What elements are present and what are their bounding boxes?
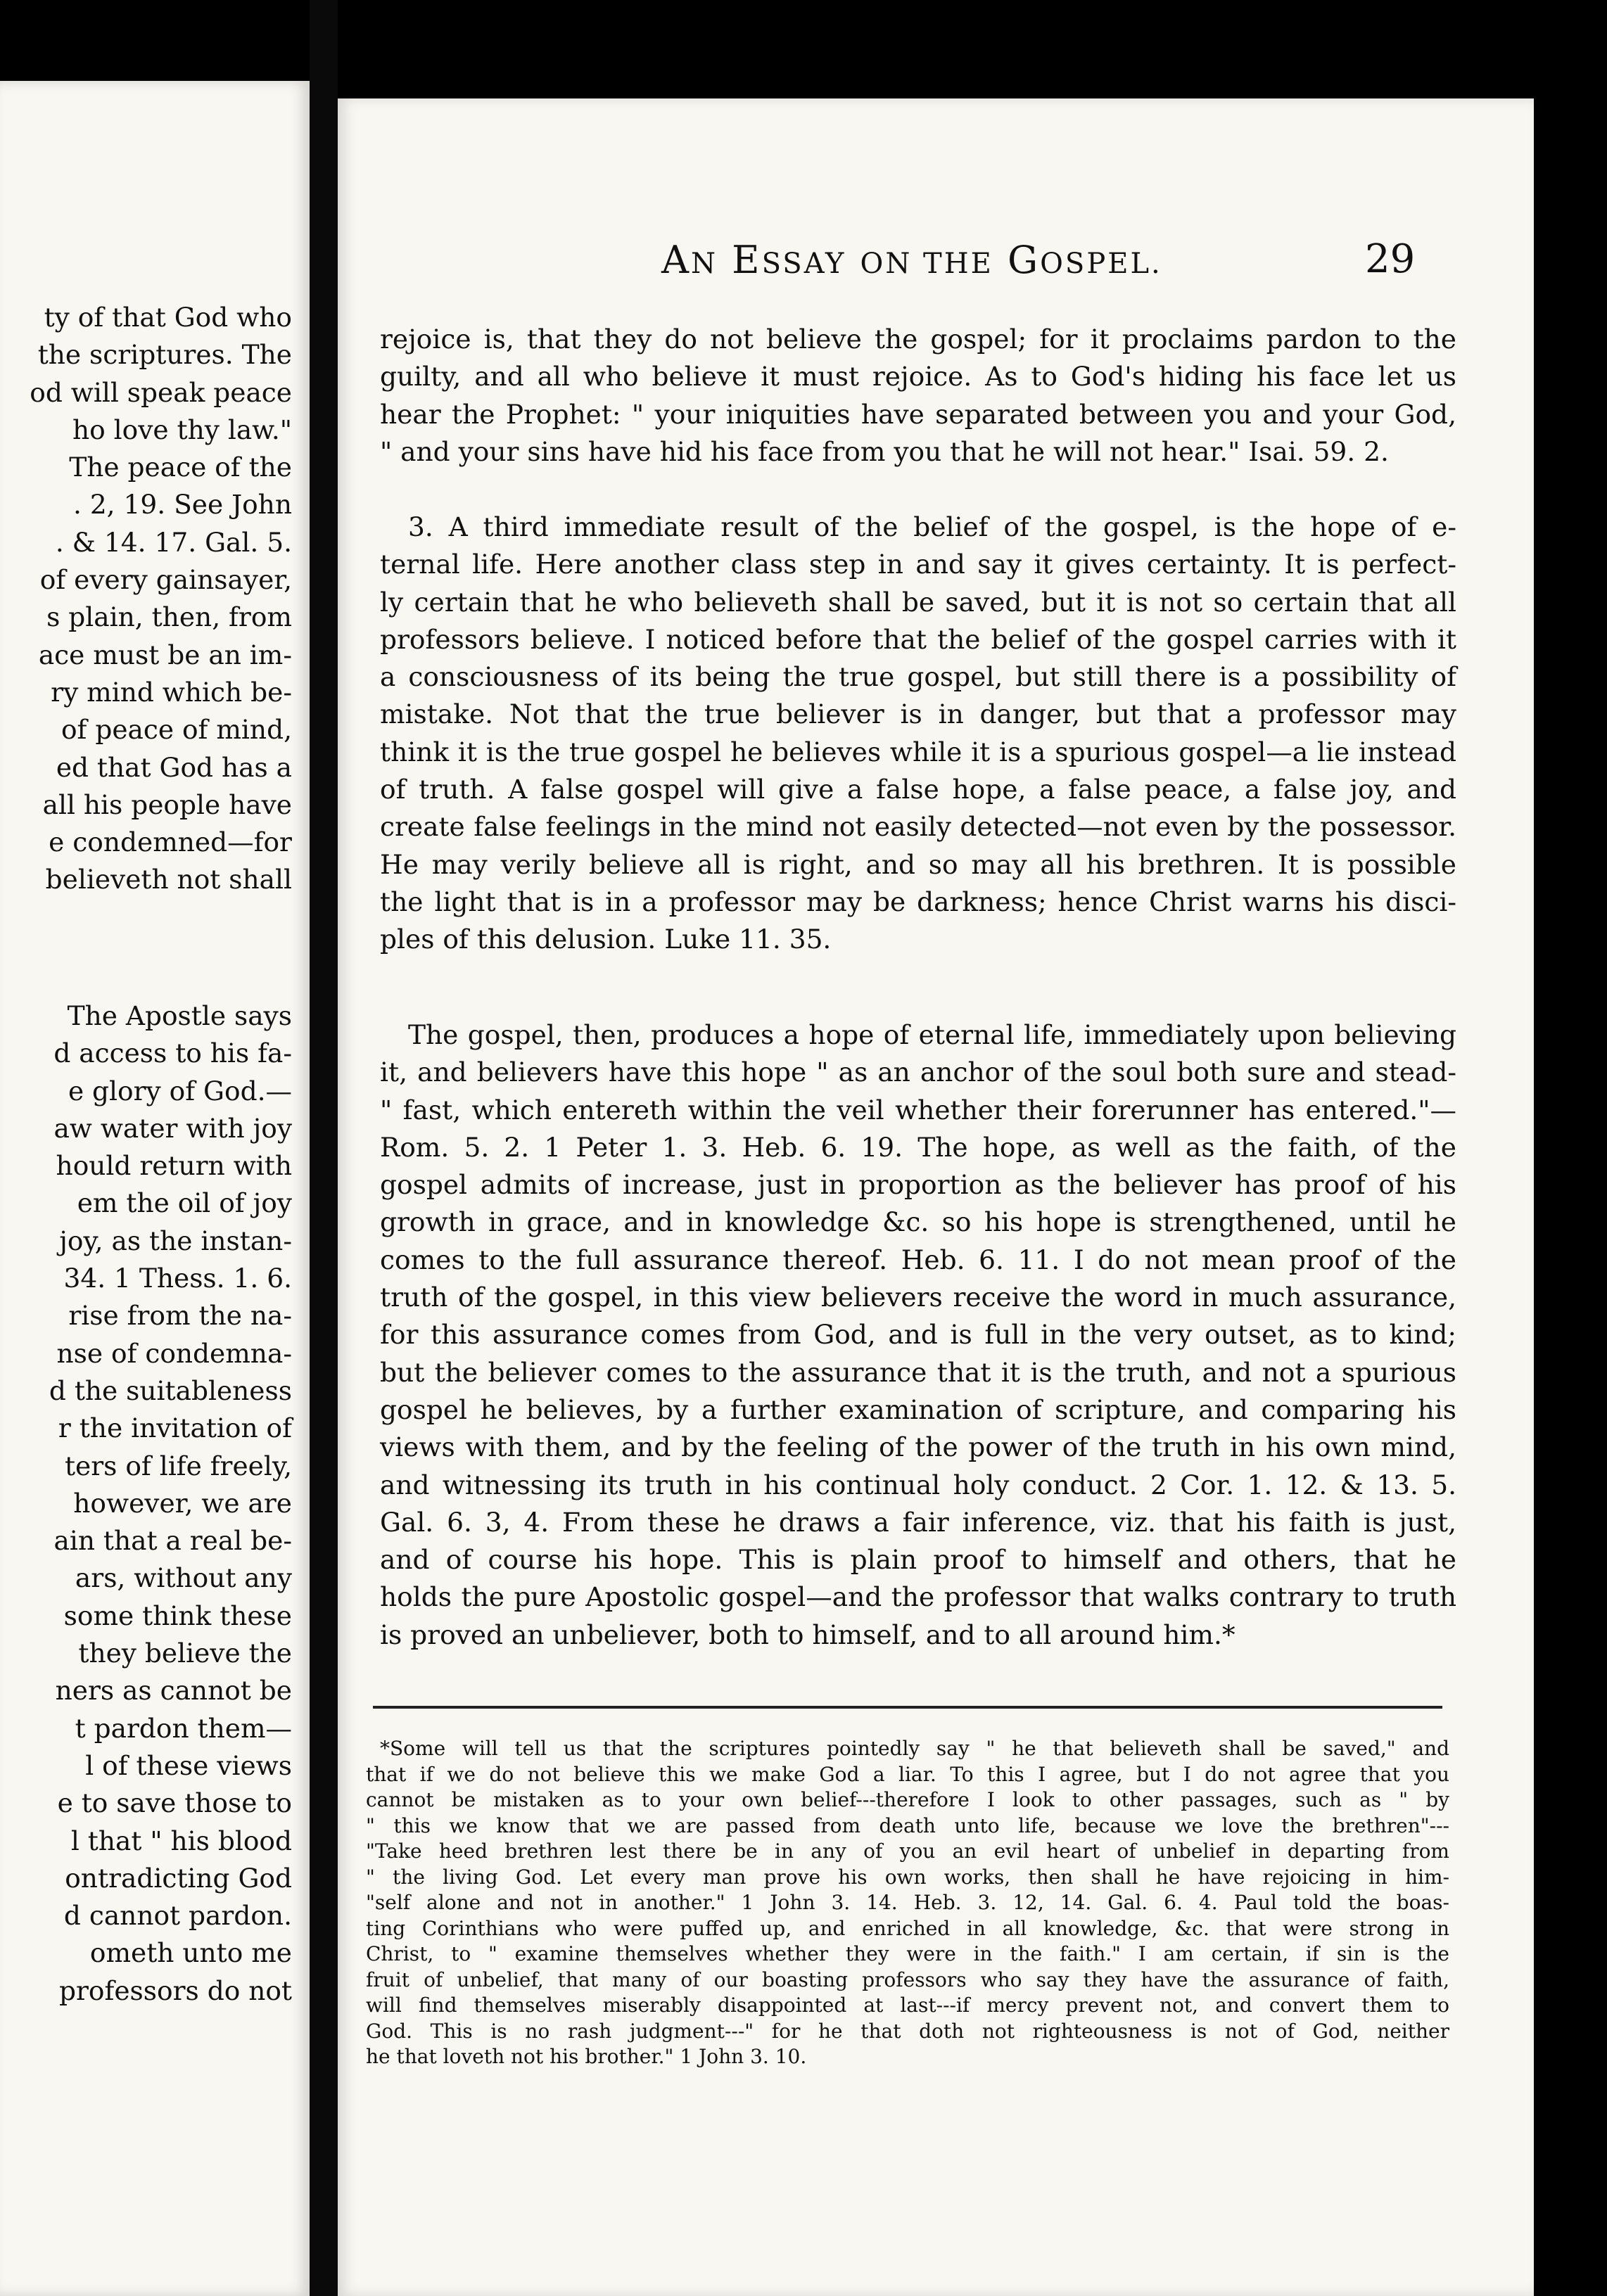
text-line: truth of the gospel, in this view believers receive the word in much assurance, <box>380 1282 1456 1313</box>
footnote-line: he that loveth not his brother." 1 John 3. 10. <box>366 2045 807 2068</box>
left-page-line: of peace of mind, <box>61 714 292 746</box>
left-page-line: od will speak peace <box>30 376 292 408</box>
text-line: create false feelings in the mind not easily detected—not even by the possessor. <box>380 811 1456 843</box>
left-page-line: d cannot pardon. <box>63 1900 292 1932</box>
left-page-line: ed that God has a <box>56 751 292 783</box>
left-page-line: ners as cannot be <box>55 1675 292 1707</box>
left-page-line: . 2, 19. See John <box>72 489 292 521</box>
left-page-line: e to save those to <box>57 1787 292 1819</box>
footnote-line: "self alone and not in another." 1 John 3. 14. Heb. 3. 12, 14. Gal. 6. 4. Paul told the boas- <box>366 1891 1449 1914</box>
left-page-line: l that " his blood <box>70 1825 292 1856</box>
text-line: " and your sins have hid his face from you that he will not hear." Isai. 59. 2. <box>380 435 1389 467</box>
footnote-line: " this we know that we are passed from death unto life, because we love the brethren"--- <box>366 1813 1449 1837</box>
footnote-line: will find themselves miserably disappointed at last---if mercy prevent not, and convert them to <box>366 1994 1449 2017</box>
text-line: holds the pure Apostolic gospel—and the professor that walks contrary to truth <box>380 1581 1456 1613</box>
left-page-text-block-1 <box>0 299 292 899</box>
text-line: and witnessing its truth in his continual holy conduct. 2 Cor. 1. 12. & 13. 5. <box>380 1469 1456 1500</box>
page-number: 29 <box>1365 236 1416 282</box>
left-page-line: The peace of the <box>69 452 292 483</box>
footnote-line: ting Corinthians who were puffed up, and enriched in all knowledge, &c. that were strong in <box>366 1916 1449 1940</box>
text-line: a consciousness of its being the true gospel, but still there is a possibility of <box>380 661 1456 693</box>
text-line: 3. A third immediate result of the belief of the gospel, is the hope of e- <box>408 511 1456 542</box>
text-line: rejoice is, that they do not believe the gospel; for it proclaims pardon to the <box>380 324 1456 355</box>
right-page <box>338 98 1534 2296</box>
footnote-line: that if we do not believe this we make God a liar. To this I agree, but I do not agree that you <box>366 1762 1449 1786</box>
left-page-line: hould return with <box>56 1150 292 1182</box>
left-page-text-block-2 <box>0 997 292 2010</box>
left-page-line: d the suitableness <box>49 1375 292 1406</box>
header-initial-e: E <box>732 238 762 282</box>
header-word-an-rest: N <box>691 248 718 280</box>
text-line: He may verily believe all is right, and so may all his brethren. It is possible <box>380 848 1456 880</box>
footnote-line: God. This is no rash judgment---" for he that doth not righteousness is not of God, neither <box>366 2019 1449 2043</box>
left-page-line: rise from the na- <box>68 1300 292 1332</box>
text-line: ternal life. Here another class step in and say it gives certainty. It is perfect- <box>380 549 1456 580</box>
text-line: growth in grace, and in knowledge &c. so his hope is strengthened, until he <box>380 1206 1456 1238</box>
text-line: is proved an unbeliever, both to himself, and to all around him.* <box>380 1619 1236 1650</box>
header-word-essay-rest: SSAY <box>761 248 846 280</box>
left-page-line: e condemned—for <box>49 827 292 858</box>
text-line: of truth. A false gospel will give a false hope, a false peace, a false joy, and <box>380 774 1456 805</box>
text-line: gospel he believes, by a further examination of scripture, and comparing his <box>380 1393 1456 1425</box>
left-page-line: em the oil of joy <box>77 1187 292 1219</box>
left-page-line: ters of life freely, <box>64 1450 292 1481</box>
text-line: but the believer comes to the assurance that it is the truth, and not a spurious <box>380 1356 1456 1388</box>
text-line: mistake. Not that the true believer is in danger, but that a professor may <box>380 699 1456 730</box>
text-line: guilty, and all who believe it must rejoice. As to God's hiding his face let us <box>380 361 1456 393</box>
left-page-line: however, we are <box>73 1487 292 1519</box>
text-line: for this assurance comes from God, and is full in the very outset, as to kind; <box>380 1319 1456 1351</box>
text-line: views with them, and by the feeling of the power of the truth in his own mind, <box>380 1431 1456 1463</box>
paragraph-1 <box>380 321 1456 471</box>
left-page-line: . & 14. 17. Gal. 5. <box>55 526 292 558</box>
left-page-line: s plain, then, from <box>46 601 292 633</box>
left-page-line: ars, without any <box>75 1562 292 1594</box>
left-page-line: believeth not shall <box>45 864 292 895</box>
paragraph-2 <box>380 509 1456 959</box>
text-line: ples of this delusion. Luke 11. 35. <box>380 924 832 955</box>
left-page-line: they believe the <box>78 1638 292 1669</box>
left-page-line: d access to his fa- <box>53 1038 292 1069</box>
left-page-line: l of these views <box>85 1749 292 1781</box>
left-page-line: of every gainsayer, <box>39 564 292 596</box>
left-page-line: all his people have <box>42 789 292 820</box>
left-page-line: ace must be an im- <box>38 639 292 670</box>
paragraph-3 <box>380 1016 1456 1654</box>
text-line: and of course his hope. This is plain proof to himself and others, that he <box>380 1544 1456 1576</box>
left-page-line: t pardon them— <box>75 1712 292 1744</box>
text-line: it, and believers have this hope " as an anchor of the soul both sure and stead- <box>380 1057 1456 1088</box>
footnote-line: *Some will tell us that the scriptures pointedly say " he that believeth shall be saved," and <box>380 1737 1449 1760</box>
header-word-gospel-rest: OSPEL. <box>1040 248 1162 280</box>
header-word-on-the: ON THE <box>860 248 993 280</box>
text-line: professors believe. I noticed before that the belief of the gospel carries with it <box>380 623 1456 655</box>
text-line: the light that is in a professor may be darkness; hence Christ warns his disci- <box>380 886 1456 917</box>
left-page-line: ho love thy law." <box>72 414 292 445</box>
text-line: Rom. 5. 2. 1 Peter 1. 3. Heb. 6. 19. The hope, as well as the faith, of the <box>380 1131 1456 1163</box>
left-page-line: ontradicting God <box>65 1862 292 1894</box>
left-page-line: 34. 1 Thess. 1. 6. <box>63 1263 292 1294</box>
header-initial-g: G <box>1008 238 1041 282</box>
left-page-line: ometh unto me <box>89 1937 292 1969</box>
text-line: Gal. 6. 3, 4. From these he draws a fair inference, viz. that his faith is just, <box>380 1506 1456 1538</box>
footnote <box>366 1736 1449 2070</box>
left-page-line: e glory of God.— <box>68 1075 292 1106</box>
left-page-line: aw water with joy <box>53 1112 292 1144</box>
footnote-line: cannot be mistaken as to your own belief---therefore I look to other passages, such as " by <box>366 1788 1449 1811</box>
left-page-line: The Apostle says <box>67 1000 292 1031</box>
left-page <box>0 81 310 2296</box>
text-line: The gospel, then, produces a hope of eternal life, immediately upon believing <box>408 1019 1456 1050</box>
footnote-line: "Take heed brethren lest there be in any of you an evil heart of unbelief in departing from <box>366 1839 1449 1863</box>
left-page-line: professors do not <box>58 1975 292 2006</box>
text-line: " fast, which entereth within the veil whether their forerunner has entered."— <box>380 1094 1456 1125</box>
left-page-line: ry mind which be- <box>51 676 292 708</box>
left-page-line: the scriptures. The <box>37 339 292 371</box>
left-page-line: joy, as the instan- <box>59 1225 292 1256</box>
book-gutter <box>310 0 338 2296</box>
footnote-rule <box>373 1706 1442 1709</box>
footnote-line: Christ, to " examine themselves whether they were in the faith." I am certain, if sin is the <box>366 1942 1449 1965</box>
footnote-line: " the living God. Let every man prove his own works, then shall he have rejoicing in him- <box>366 1865 1449 1889</box>
text-line: gospel admits of increase, just in proportion as the believer has proof of his <box>380 1169 1456 1201</box>
text-line: ly certain that he who believeth shall be saved, but it is not so certain that all <box>380 586 1456 618</box>
left-page-line: nse of condemna- <box>56 1337 292 1369</box>
left-page-line: some think these <box>63 1600 292 1631</box>
left-page-line: r the invitation of <box>58 1412 292 1444</box>
footnote-line: fruit of unbelief, that many of our boasting professors who say they have the assurance of faith, <box>366 1967 1449 1991</box>
header-initial-a: A <box>661 238 691 282</box>
left-page-line: ain that a real be- <box>53 1525 292 1557</box>
left-page-line: ty of that God who <box>44 302 292 333</box>
text-line: comes to the full assurance thereof. Heb. 6. 11. I do not mean proof of the <box>380 1244 1456 1275</box>
text-line: hear the Prophet: " your iniquities have separated between you and your God, <box>380 398 1456 430</box>
text-line: think it is the true gospel he believes while it is a spurious gospel—a lie instead <box>380 736 1456 767</box>
